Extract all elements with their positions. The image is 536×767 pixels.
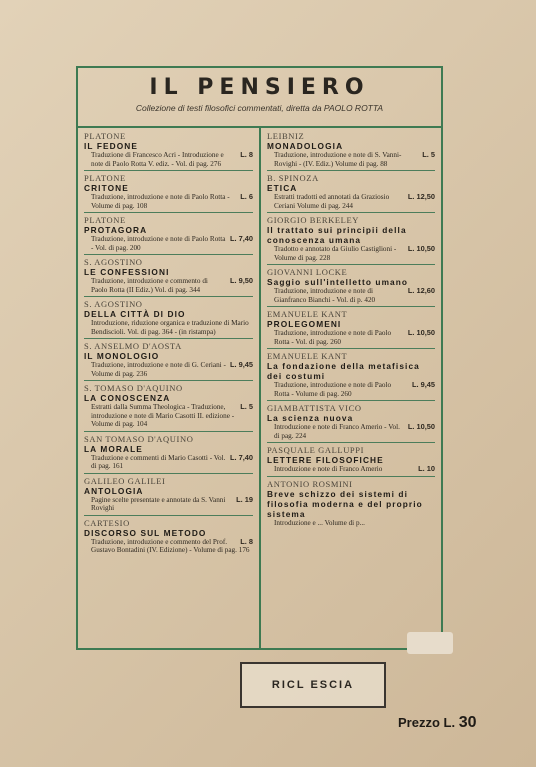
catalog-entry: [267, 171, 435, 213]
entry-description-text: Introduzione e note di Franco Amerio: [274, 465, 383, 473]
entry-title: DISCORSO SUL METODO: [84, 527, 207, 538]
left-column: [78, 126, 261, 648]
entry-title: LE CONFESSIONI: [84, 267, 170, 277]
entry-description: [84, 235, 253, 252]
catalog-entry: [84, 171, 253, 213]
entry-author: PLATONE: [84, 215, 126, 225]
entry-price: L. 9,45: [411, 380, 435, 389]
entry-title: DELLA CITTÀ DI DIO: [84, 309, 186, 319]
entry-title: Il trattato sui principii della conoscenza umana: [267, 225, 407, 245]
entry-description: [84, 193, 253, 210]
entry-price: L. 5: [240, 402, 253, 411]
entry-author: LEIBNIZ: [267, 131, 305, 141]
entry-author: PASQUALE GALLUPPI: [267, 445, 365, 455]
catalog-entry: [267, 443, 435, 477]
catalog-entry: [267, 401, 435, 443]
entry-description-text: Traduzione e commenti di Mario Casotti - Vol. di pag. 161: [91, 453, 226, 470]
entry-price: L. 7,40: [229, 452, 253, 462]
entry-description-text: Pagine scelte presentate e annotate da S. Vanni Rovighi: [91, 495, 226, 512]
catalog-entry: [267, 349, 435, 401]
entry-description: [84, 403, 253, 429]
entry-description-text: Estratti dalla Summa Theologica - Traduzione, introduzione e note di Mario Casotti II. edizione - Volume di pag. 104: [91, 403, 235, 428]
entry-price: L. 8: [240, 150, 253, 159]
entry-author: SAN TOMASO D'AQUINO: [84, 433, 194, 444]
entry-title: LA MORALE: [84, 443, 143, 454]
entry-description-text: Traduzione, introduzione e note di Paolo Rotta - Volume di pag. 260: [274, 381, 392, 398]
entry-description: [84, 496, 253, 513]
entry-author: EMANUELE KANT: [267, 351, 348, 361]
bookseller-stamp: [240, 662, 386, 708]
entry-author: EMANUELE KANT: [267, 309, 348, 319]
entry-price: L. 6: [240, 192, 253, 201]
paper-damage: [407, 632, 453, 654]
entry-price: L. 9,45: [229, 360, 253, 369]
entry-author: S. ANSELMO D'AOSTA: [84, 341, 182, 351]
entry-title: IL FEDONE: [84, 141, 139, 151]
price-label: Prezzo L.: [398, 715, 456, 730]
entry-description-text: Traduzione, introduzione e commento del Prof. Gustavo Bontadini (IV. Edizione) - Volume di pag. 176: [91, 537, 250, 554]
entry-price: L. 19: [236, 494, 253, 504]
catalog-entry: [267, 129, 435, 171]
entry-description: [267, 329, 435, 346]
cover-price: [398, 714, 477, 732]
catalog-entry: [84, 297, 253, 339]
entry-description-text: Tradotto e annotato da Giulio Castiglioni - Volume di pag. 228: [274, 245, 397, 262]
entry-title: PROTAGORA: [84, 225, 148, 235]
catalog-entry: [267, 307, 435, 349]
entry-description: [267, 151, 435, 168]
entry-author: GIAMBATTISTA VICO: [267, 403, 362, 413]
entry-title: PROLEGOMENI: [267, 319, 342, 329]
entry-price: L. 9,50: [229, 276, 253, 285]
entry-description: [84, 361, 253, 378]
entry-author: CARTESIO: [84, 517, 130, 528]
entry-description-text: Introduzione e ... Volume di p...: [274, 518, 365, 527]
entry-title: Saggio sull'intelletto umano: [267, 277, 409, 287]
catalog-entry: [84, 474, 253, 516]
entry-author: ANTONIO ROSMINI: [267, 478, 353, 489]
entry-price: L. 7,40: [229, 234, 253, 243]
entry-description: [267, 245, 435, 262]
entry-description-text: Traduzione, introduzione e commento di Paolo Rotta (II Ediz.) Vol. di pag. 344: [91, 277, 208, 294]
catalog-header: [78, 68, 441, 128]
entry-price: L. 8: [240, 536, 253, 546]
entry-description: [84, 151, 253, 168]
catalog-entry: [84, 432, 253, 474]
right-column: [261, 126, 441, 648]
entry-description-text: Traduzione, introduzione e note di Gianfranco Bianchi - Vol. di p. 420: [274, 287, 376, 304]
catalog-entry: [267, 213, 435, 265]
entry-description-text: Traduzione, introduzione e note di Paolo Rotta - Volume di pag. 108: [91, 193, 230, 210]
entry-title: LETTERE FILOSOFICHE: [267, 455, 384, 465]
entry-price: L. 10,50: [407, 422, 435, 431]
catalog-entry: [84, 213, 253, 255]
entry-description: [267, 193, 435, 210]
entry-title: MONADOLOGIA: [267, 141, 344, 151]
price-value: 30: [458, 714, 477, 731]
entry-description-text: Traduzione, introduzione e note di Paolo Rotta - Vol. di pag. 200: [91, 235, 226, 252]
entry-title: Breve schizzo dei sistemi di filosofia moderna e del proprio sistema: [267, 488, 423, 519]
entry-price: L. 10: [418, 464, 435, 473]
catalog-columns: [78, 126, 441, 648]
entry-description-text: Introduzione e note di Franco Amerio - Vol. di pag. 224: [274, 423, 400, 440]
series-title: IL PENSIERO: [149, 75, 370, 100]
entry-author: S. TOMASO D'AQUINO: [84, 383, 183, 393]
entry-title: CRITONE: [84, 183, 129, 193]
entry-price: L. 12,60: [407, 286, 435, 295]
entry-description: [84, 319, 253, 336]
entry-description: [267, 519, 435, 528]
entry-title: LA CONOSCENZA: [84, 393, 171, 403]
catalog-entry: [267, 265, 435, 307]
entry-price: L. 5: [422, 150, 435, 159]
entry-author: GIOVANNI LOCKE: [267, 267, 348, 277]
entry-title: La fondazione della metafisica dei costumi: [267, 361, 420, 381]
entry-description-text: Traduzione, introduzione e note di S. Vanni-Rovighi - (IV. Ediz.) Volume di pag. 88: [274, 151, 402, 168]
entry-price: L. 12,50: [407, 192, 435, 201]
entry-author: GIORGIO BERKELEY: [267, 215, 359, 225]
entry-description-text: Traduzione, introduzione e note di Paolo Rotta - Vol. di pag. 260: [274, 329, 392, 346]
entry-description: [84, 454, 253, 471]
entry-description: [267, 465, 435, 474]
series-subtitle: Collezione di testi filosofici commentati, diretta da PAOLO ROTTA: [135, 103, 384, 113]
catalog-entry: [84, 129, 253, 171]
entry-description: [84, 277, 253, 294]
catalog-entry: [267, 477, 435, 530]
entry-description-text: Traduzione di Francesco Acri - Introduzione e note di Paolo Rotta V. ediz. - Vol. di pag. 276: [91, 151, 224, 168]
entry-title: IL MONOLOGIO: [84, 351, 160, 361]
entry-author: GALILEO GALILEI: [84, 475, 166, 486]
entry-price: L. 10,50: [407, 328, 435, 337]
entry-price: L. 10,50: [407, 244, 435, 253]
entry-description: [84, 538, 253, 555]
entry-description-text: Estratti tradotti ed annotati da Graziosio Ceriani Volume di pag. 244: [274, 193, 390, 210]
entry-description-text: Introduzione, riduzione organica e traduzione di Mario Bendiscioli. Vol. di pag. 364 - (in ristampa): [91, 319, 249, 336]
entry-description-text: Traduzione, introduzione e note di G. Ceriani - Volume di pag. 236: [91, 361, 226, 378]
stamp-text: RICL ESCIA: [271, 679, 355, 691]
entry-author: B. SPINOZA: [267, 173, 319, 183]
entry-author: S. AGOSTINO: [84, 299, 143, 309]
entry-author: S. AGOSTINO: [84, 257, 143, 267]
entry-author: PLATONE: [84, 131, 126, 141]
entry-description: [267, 423, 435, 440]
catalog-entry: [84, 255, 253, 297]
entry-title: ETICA: [267, 183, 298, 193]
catalog-entry: [84, 516, 253, 557]
catalog-frame: [76, 66, 443, 650]
entry-title: La scienza nuova: [267, 413, 354, 423]
entry-title: ANTOLOGIA: [84, 485, 144, 496]
entry-description: [267, 287, 435, 304]
catalog-entry: [84, 339, 253, 381]
entry-author: PLATONE: [84, 173, 126, 183]
entry-description: [267, 381, 435, 398]
catalog-entry: [84, 381, 253, 432]
